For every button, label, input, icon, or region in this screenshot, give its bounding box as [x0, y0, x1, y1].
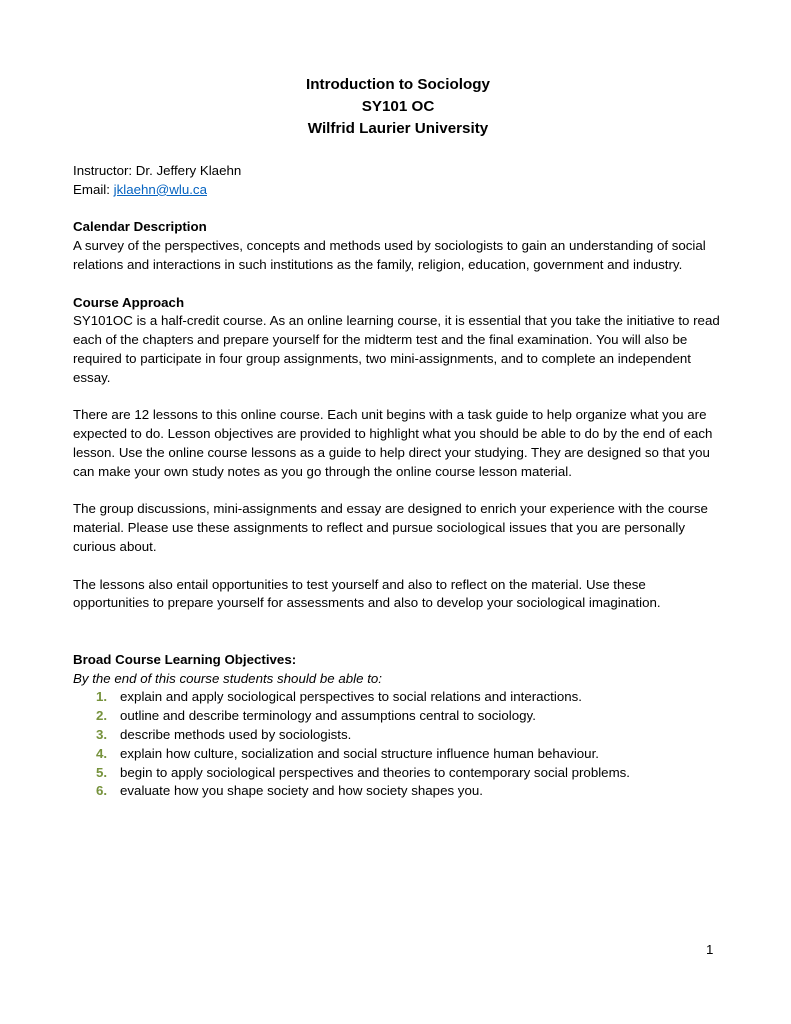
calendar-description-body: A survey of the perspectives, concepts and methods used by sociologists to gain an understanding of social relations and interactions in such institutions as the family, religion, education, government and industry. [73, 238, 706, 272]
course-code: SY101 OC [361, 98, 435, 115]
list-number: 5. [96, 764, 108, 780]
spacer [73, 200, 723, 219]
list-item-text: explain and apply sociological perspectives to social relations and interactions. [120, 689, 582, 705]
list-number: 4. [96, 745, 108, 761]
course-title: Introduction to Sociology [306, 76, 490, 93]
email-label: Email: [73, 181, 114, 197]
list-item-text: outline and describe terminology and assumptions central to sociology. [120, 708, 536, 724]
objectives-intro: By the end of this course students should be able to: [73, 670, 382, 686]
list-item-text: describe methods used by sociologists. [120, 726, 352, 742]
document-page [73, 74, 723, 801]
list-item-text: begin to apply sociological perspectives and theories to contemporary social problems. [120, 764, 630, 780]
university-name: Wilfrid Laurier University [307, 120, 489, 137]
email-link[interactable]: jklaehn@wlu.ca [113, 181, 207, 197]
course-approach-paragraph: The group discussions, mini-assignments and essay are designed to enrich your experience with the course material. Please use these assignments to reflect and pursue sociological issues that you are personally curious about. [73, 501, 708, 554]
instructor-line: Instructor: Dr. Jeffery Klaehn [73, 163, 242, 178]
page-number: 1 [706, 942, 714, 957]
list-item-text: evaluate how you shape society and how society shapes you. [120, 783, 483, 799]
course-approach-paragraph: SY101OC is a half-credit course. As an online learning course, it is essential that you take the initiative to read each of the chapters and prepare yourself for the midterm test and the final examination. You will also be required to participate in four group assignments, two mini-assignments, and to complete an independent essay. [73, 313, 720, 385]
list-item [73, 707, 723, 726]
list-number: 3. [96, 726, 108, 742]
list-item-text: explain how culture, socialization and social structure influence human behaviour. [120, 745, 599, 761]
list-number: 6. [96, 783, 108, 799]
course-approach-paragraph: The lessons also entail opportunities to test yourself and also to reflect on the material. Use these opportunities to prepare yourself for assessments and also to develop your sociological imagination. [73, 576, 661, 611]
calendar-description-heading: Calendar Description [73, 219, 207, 235]
list-item [73, 688, 723, 707]
email-line [73, 181, 723, 200]
course-approach-heading: Course Approach [73, 294, 185, 310]
spacer [73, 632, 723, 651]
course-approach-paragraph: There are 12 lessons to this online course. Each unit begins with a task guide to help organize what you are expected to do. Lesson objectives are provided to highlight what you should be able to do by the end of each lesson. Use the online course lessons as a guide to help direct your studying. They are designed so that you can make your own study notes as you go through the online course lesson material. [73, 407, 713, 479]
objectives-list [73, 688, 723, 801]
list-item [73, 726, 723, 745]
objectives-heading: Broad Course Learning Objectives: [73, 651, 297, 667]
list-number: 1. [96, 689, 108, 705]
list-number: 2. [96, 708, 108, 724]
list-item [73, 745, 723, 764]
list-item [73, 764, 723, 783]
list-item [73, 782, 723, 801]
document-title-block [73, 74, 723, 140]
